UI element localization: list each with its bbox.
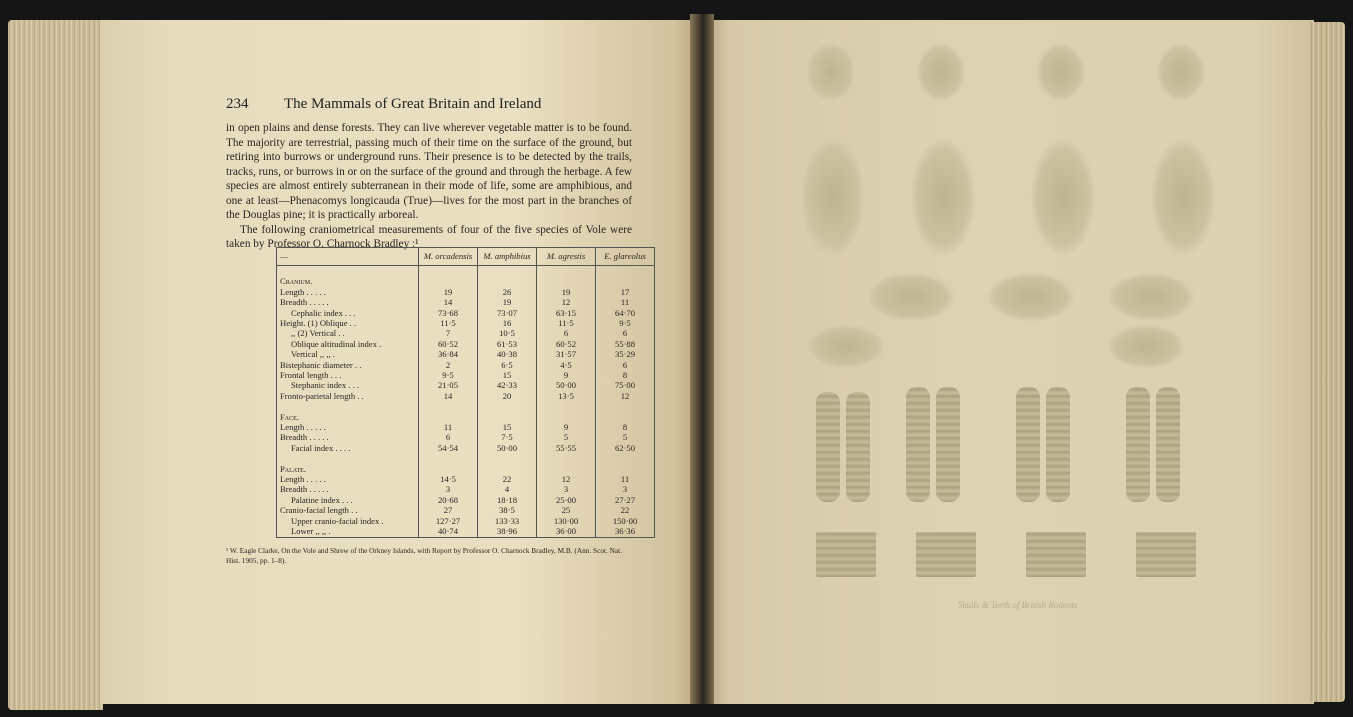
row-label: Height. (1) Oblique . . (277, 318, 419, 328)
table-cell: 38·5 (478, 505, 537, 515)
row-label: ,, (2) Vertical . . (277, 328, 419, 338)
running-title: The Mammals of Great Britain and Ireland (284, 96, 542, 112)
table-cell: 11 (596, 297, 655, 307)
table-row (277, 287, 655, 297)
table-row (277, 422, 655, 432)
table-cell: 11 (419, 422, 478, 432)
table-cell: 3 (596, 484, 655, 494)
section-title: Face. (277, 412, 419, 422)
empty-cell (419, 412, 478, 422)
skull-dorsal-view (806, 42, 856, 102)
table-corner: — (277, 248, 419, 266)
spacer-cell (478, 401, 537, 411)
table-row (277, 474, 655, 484)
table-cell: 3 (419, 484, 478, 494)
spacer-cell (277, 401, 419, 411)
spacer-cell (596, 453, 655, 463)
table-cell: 40·38 (478, 349, 537, 359)
row-label: Cephalic index . . . (277, 308, 419, 318)
table-cell: 25 (537, 505, 596, 515)
table-cell: 73·68 (419, 308, 478, 318)
book-spine (690, 14, 714, 704)
table-cell: 15 (478, 370, 537, 380)
row-label: Length . . . . . (277, 422, 419, 432)
jaw-lateral-view (806, 324, 886, 369)
incisor-block (816, 532, 876, 577)
row-label: Length . . . . . (277, 474, 419, 484)
craniometric-table (276, 247, 655, 538)
table-cell: 12 (537, 474, 596, 484)
table-cell: 25·00 (537, 495, 596, 505)
empty-cell (478, 464, 537, 474)
row-label: Oblique altitudinal index . (277, 339, 419, 349)
molar-row (1016, 387, 1040, 502)
spacer-cell (478, 266, 537, 277)
empty-cell (419, 464, 478, 474)
row-label: Lower ,, ,, . (277, 526, 419, 537)
table-cell: 27·27 (596, 495, 655, 505)
skull-ventral-view (1150, 137, 1216, 257)
table-cell: 21·05 (419, 380, 478, 390)
table-row (277, 443, 655, 453)
table-cell: 14 (419, 391, 478, 401)
table-cell: 36·84 (419, 349, 478, 359)
paragraph: The following craniometrical measurements of four of the five species of Vole were taken by Professor O. Charnock Bradley :¹ (226, 223, 632, 250)
plate-illustration (786, 42, 1246, 602)
column-header: E. glareolus (596, 248, 655, 266)
incisor-block (916, 532, 976, 577)
skull-lateral-view (866, 272, 956, 322)
spacer-cell (596, 266, 655, 277)
paragraph: in open plains and dense forests. They can live wherever vegetable matter is to be found. The majority are terrestrial, passing much of their time on the surface of the ground, but retiring into burrows or underground runs. Their presence is to be detected by the trails, tracks, runs, or burrows in or on the surface of the ground and through the herbage. A few species are almost entirely subterranean in their mode of life, some are amphibious, and one at least—Phenacomys longicauda (True)—lives for the most part in the branches of the Douglas pine; it is practically arboreal. (226, 122, 632, 221)
row-label: Vertical ,, ,, . (277, 349, 419, 359)
empty-cell (596, 464, 655, 474)
row-label: Length . . . . . (277, 287, 419, 297)
empty-cell (596, 276, 655, 286)
table-cell: 73·07 (478, 308, 537, 318)
table-cell: 14·5 (419, 474, 478, 484)
table-cell: 12 (537, 297, 596, 307)
table-cell: 55·88 (596, 339, 655, 349)
table-cell: 5 (537, 432, 596, 442)
table-cell: 8 (596, 370, 655, 380)
table-cell: 55·55 (537, 443, 596, 453)
table-cell: 13·5 (537, 391, 596, 401)
table-row (277, 318, 655, 328)
table-cell: 60·52 (537, 339, 596, 349)
section-title: Cranium. (277, 276, 419, 286)
table-cell: 62·50 (596, 443, 655, 453)
body-text (226, 121, 632, 252)
table-row (277, 297, 655, 307)
table-cell: 5 (596, 432, 655, 442)
table-row (277, 349, 655, 359)
table-row (277, 380, 655, 390)
table-cell: 15 (478, 422, 537, 432)
spacer-cell (537, 401, 596, 411)
table-row (277, 495, 655, 505)
table-cell: 9·5 (419, 370, 478, 380)
table-cell: 7·5 (478, 432, 537, 442)
empty-cell (478, 412, 537, 422)
row-label: Frontal length . . . (277, 370, 419, 380)
right-page-edges (1310, 22, 1345, 702)
molar-row (1156, 387, 1180, 502)
section-title-row (277, 464, 655, 474)
molar-row (906, 387, 930, 502)
table-cell: 9 (537, 422, 596, 432)
row-label: Breadth . . . . . (277, 297, 419, 307)
row-label: Breadth . . . . . (277, 484, 419, 494)
table-cell: 14 (419, 297, 478, 307)
incisor-block (1026, 532, 1086, 577)
table-cell: 75·00 (596, 380, 655, 390)
row-label: Cranio-facial length . . (277, 505, 419, 515)
empty-cell (537, 412, 596, 422)
skull-dorsal-view (1156, 42, 1206, 102)
table-cell: 6 (537, 328, 596, 338)
table-cell: 60·52 (419, 339, 478, 349)
table-cell: 130·00 (537, 516, 596, 526)
table-row (277, 526, 655, 537)
molar-row (846, 392, 870, 502)
footnote: ¹ W. Eagle Clarke, On the Vole and Shrew of the Orkney Islands, with Report by Professor O. Charnock Bradley, M.B. (Ann. Scot. Nat. Hist. 1905, pp. 1–8). (226, 546, 623, 565)
column-header: M. agrestis (537, 248, 596, 266)
skull-lateral-view (986, 272, 1076, 322)
section-title-row (277, 276, 655, 286)
table-cell: 7 (419, 328, 478, 338)
row-label: Bistephanic diameter . . (277, 360, 419, 370)
table-cell: 12 (596, 391, 655, 401)
table-cell: 133·33 (478, 516, 537, 526)
table-cell: 11·5 (537, 318, 596, 328)
empty-cell (596, 412, 655, 422)
table-cell: 35·29 (596, 349, 655, 359)
table-cell: 22 (478, 474, 537, 484)
skull-ventral-view (800, 137, 866, 257)
table-cell: 27 (419, 505, 478, 515)
table-cell: 63·15 (537, 308, 596, 318)
table-cell: 6 (596, 360, 655, 370)
table-cell: 20·68 (419, 495, 478, 505)
molar-row (936, 387, 960, 502)
table-spacer-row (277, 266, 655, 277)
table-cell: 61·53 (478, 339, 537, 349)
table-cell: 6 (596, 328, 655, 338)
table-row (277, 432, 655, 442)
table-cell: 36·00 (537, 526, 596, 537)
section-title-row (277, 412, 655, 422)
table-cell: 20 (478, 391, 537, 401)
table-spacer-row (277, 401, 655, 411)
table-cell: 42·33 (478, 380, 537, 390)
skull-ventral-view (1030, 137, 1096, 257)
spacer-cell (478, 453, 537, 463)
spacer-cell (596, 401, 655, 411)
skull-lateral-view (1106, 272, 1196, 322)
table-cell: 16 (478, 318, 537, 328)
table-cell: 10·5 (478, 328, 537, 338)
row-label: Facial index . . . . (277, 443, 419, 453)
row-label: Palatine index . . . (277, 495, 419, 505)
table-cell: 40·74 (419, 526, 478, 537)
table-cell: 9 (537, 370, 596, 380)
table-cell: 22 (596, 505, 655, 515)
skull-ventral-view (910, 137, 976, 257)
table-header-row (277, 248, 655, 266)
table-cell: 54·54 (419, 443, 478, 453)
molar-row (1126, 387, 1150, 502)
table-row (277, 484, 655, 494)
table-cell: 6 (419, 432, 478, 442)
left-page-edges (8, 20, 103, 710)
table-cell: 4·5 (537, 360, 596, 370)
table-cell: 19 (419, 287, 478, 297)
row-label: Fronto-parietal length . . (277, 391, 419, 401)
page-number: 234 (226, 96, 249, 112)
spacer-cell (277, 453, 419, 463)
table-cell: 38·96 (478, 526, 537, 537)
table-cell: 11 (596, 474, 655, 484)
table-cell: 3 (537, 484, 596, 494)
empty-cell (419, 276, 478, 286)
table-cell: 11·5 (419, 318, 478, 328)
skull-dorsal-view (1036, 42, 1086, 102)
spacer-cell (419, 453, 478, 463)
table-cell: 19 (537, 287, 596, 297)
row-label: Upper cranio-facial index . (277, 516, 419, 526)
empty-cell (537, 276, 596, 286)
table-row (277, 308, 655, 318)
spacer-cell (419, 401, 478, 411)
table-cell: 150·00 (596, 516, 655, 526)
table-cell: 26 (478, 287, 537, 297)
spacer-cell (537, 266, 596, 277)
table-row (277, 339, 655, 349)
table-cell: 18·18 (478, 495, 537, 505)
plate-title: Skulls & Teeth of British Rodents (958, 600, 1078, 610)
table-spacer-row (277, 453, 655, 463)
molar-row (816, 392, 840, 502)
spacer-cell (277, 266, 419, 277)
table-body (277, 266, 655, 538)
molar-row (1046, 387, 1070, 502)
table-row (277, 370, 655, 380)
table-cell: 17 (596, 287, 655, 297)
table-row (277, 505, 655, 515)
column-header: M. amphibius (478, 248, 537, 266)
incisor-block (1136, 532, 1196, 577)
table-row (277, 391, 655, 401)
table-cell: 36·36 (596, 526, 655, 537)
empty-cell (478, 276, 537, 286)
table-cell: 6·5 (478, 360, 537, 370)
table-cell: 19 (478, 297, 537, 307)
row-label: Breadth . . . . . (277, 432, 419, 442)
table-cell: 4 (478, 484, 537, 494)
row-label: Stephanic index . . . (277, 380, 419, 390)
page-header (226, 96, 541, 113)
table-row (277, 328, 655, 338)
table-cell: 8 (596, 422, 655, 432)
empty-cell (537, 464, 596, 474)
table-cell: 50·00 (478, 443, 537, 453)
table-cell: 127·27 (419, 516, 478, 526)
jaw-lateral-view (1106, 324, 1186, 369)
table-cell: 31·57 (537, 349, 596, 359)
skull-dorsal-view (916, 42, 966, 102)
table-cell: 64·70 (596, 308, 655, 318)
table-cell: 50·00 (537, 380, 596, 390)
spacer-cell (419, 266, 478, 277)
spacer-cell (537, 453, 596, 463)
table-cell: 9·5 (596, 318, 655, 328)
table-row (277, 360, 655, 370)
table-row (277, 516, 655, 526)
section-title: Palate. (277, 464, 419, 474)
table-cell: 2 (419, 360, 478, 370)
column-header: M. orcadensis (419, 248, 478, 266)
